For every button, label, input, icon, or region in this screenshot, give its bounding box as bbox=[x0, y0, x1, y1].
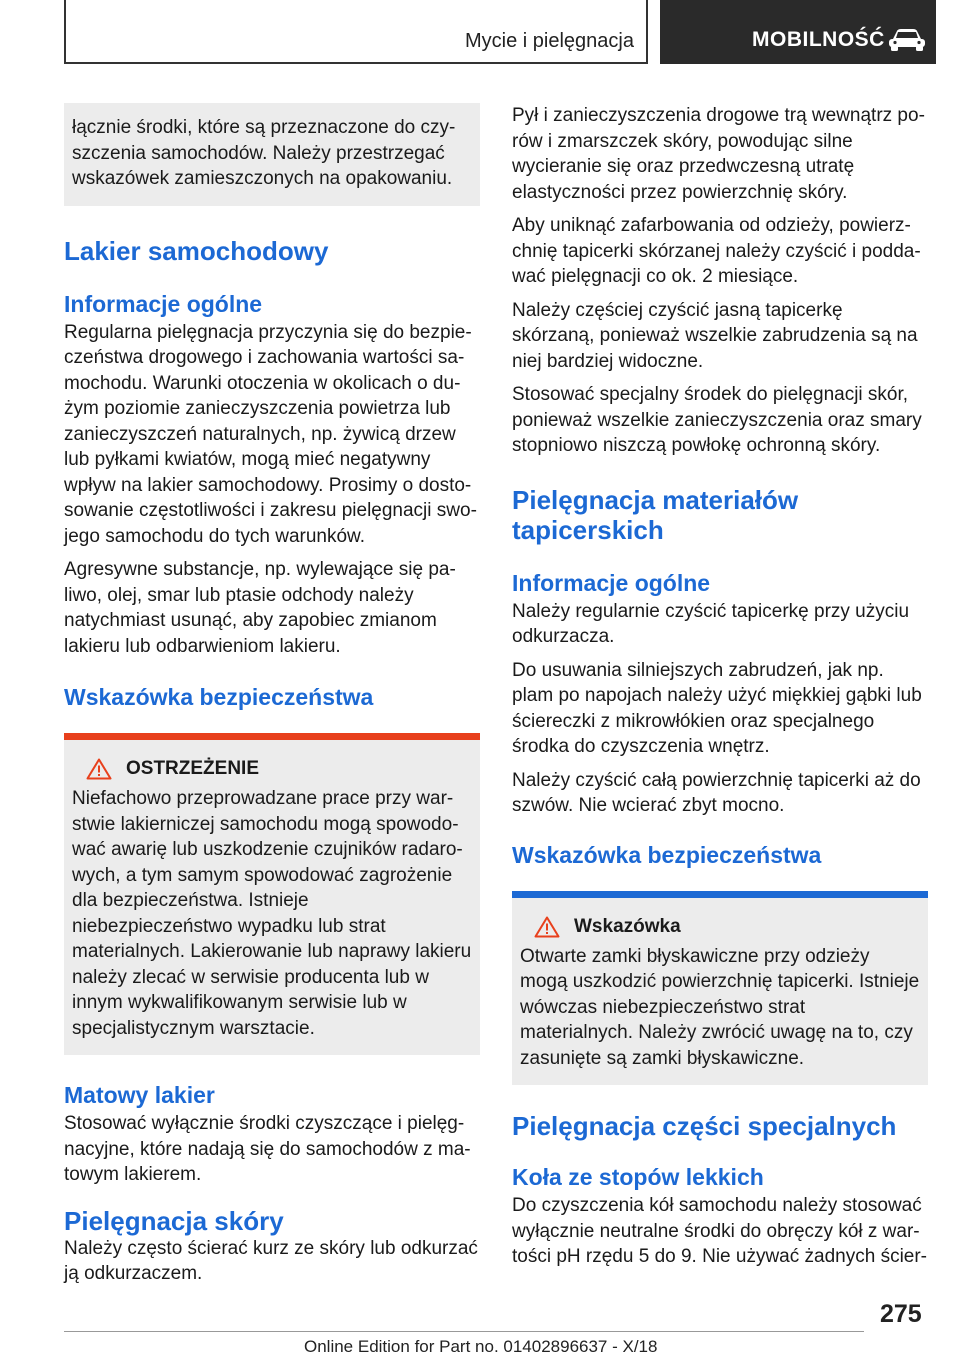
caution-box bbox=[512, 891, 928, 1086]
heading-alloy-wheels: Koła ze stopów lekkich bbox=[512, 1164, 764, 1190]
chapter-title: Mycie i pielęgnacja bbox=[465, 30, 634, 52]
heading-leather-care: Pielęgnacja skóry bbox=[64, 1205, 284, 1236]
paragraph: Należy często ścierać kurz ze skóry lub odkurzać ją odkurzaczem. bbox=[64, 1237, 478, 1284]
caution-text: Otwarte zamki błyskawiczne przy odzieży mogą uszkodzić powierzchnię tapicerki. Istnieje wówczas niebezpieczeństwo strat materialnych. Należy zwrócić uwagę na to, czy zasunięte są zamki błyskawiczne. bbox=[520, 945, 920, 1069]
warning-box bbox=[64, 733, 480, 1055]
section-tab bbox=[660, 0, 936, 64]
heading-car-paint: Lakier samochodowy bbox=[64, 235, 329, 266]
paragraph: Należy częściej czyścić jasną tapicerkę skórzaną, ponieważ wszelkie zabrudzenia są na niej bardziej widoczne. bbox=[512, 299, 918, 372]
caution-bar bbox=[512, 891, 928, 898]
heading-safety-note: Wskazówka bezpieczeństwa bbox=[512, 841, 822, 868]
footer-divider bbox=[64, 1331, 864, 1332]
warning-text: Niefachowo przeprowadzane prace przy warstwie lakierniczej samochodu mogą spowodować awarię lub uszkodzenie czujników radarowych, a tym samym spowodować zagrożenie dla bezpieczeństwa. Istnieje niebezpieczeństwo wypadku lub strat materialnych. Lakierowanie lub naprawy lakieru należy zlecać w serwisie producenta lub w innym wykwalifikowanym serwisie lub w specjalistycznym warsztacie. bbox=[72, 788, 472, 1039]
warning-triangle-icon bbox=[534, 916, 560, 938]
paragraph: Należy regularnie czyścić tapicerkę przy użyciu odkurzacza. bbox=[512, 600, 910, 647]
warning-bar bbox=[64, 733, 480, 740]
paragraph: Do czyszczenia kół samochodu należy stosować wyłącznie neutralne środki do obręczy kół z wartości pH rzędu 5 do 9. Nie używać żadnych ścier- bbox=[512, 1195, 928, 1267]
page-number: 275 bbox=[880, 1300, 922, 1328]
paragraph: Regularna pielęgnacja przyczynia się do bezpieczeństwa drogowego i zachowania wartości samochodu. Warunki otoczenia w okolicach o dużym poziomie zanieczyszczenia powietrza lub zanieczyszczeń naturalnych, np. żywicą drzew lub pyłkami kwiatów, mogą mieć negatywny wpływ na lakier samochodowy. Prosimy o dostosowanie częstotliwości i zakresu pielęgnacji swojego samochodu do tych warunków. bbox=[64, 321, 477, 547]
heading-matte-paint: Matowy lakier bbox=[64, 1082, 215, 1108]
heading-general-info: Informacje ogólne bbox=[64, 290, 263, 317]
intro-note-box bbox=[64, 103, 480, 206]
section-label: MOBILNOŚĆ bbox=[752, 28, 885, 51]
warning-triangle-icon bbox=[86, 758, 112, 780]
right-column bbox=[512, 103, 928, 1278]
heading-upholstery-care: Pielęgnacja materiałów tapicerskich bbox=[512, 484, 799, 545]
paragraph: Do usuwania silniejszych zabrudzeń, jak np. plam po napojach należy użyć miękkiej gąbki lub ściereczki z mikrowłókien oraz specjalnego środka do czyszczenia wnętrz. bbox=[512, 659, 922, 757]
paragraph: Pył i zanieczyszczenia drogowe trą wewnątrz porów i zmarszczek skóry, powodując silne wycieranie się oraz przedwczesną utratę elastyczności przez powierzchnię skóry. bbox=[512, 105, 925, 203]
paragraph: Stosować wyłącznie środki czyszczące i pielęgnacyjne, które nadają się do samochodów z matowym lakierem. bbox=[64, 1113, 471, 1185]
left-column bbox=[64, 103, 480, 1295]
header-title-box bbox=[64, 0, 648, 64]
heading-special-parts-care: Pielęgnacja części specjalnych bbox=[512, 1111, 897, 1141]
car-icon bbox=[888, 28, 926, 52]
paragraph: Stosować specjalny środek do pielęgnacji skór, ponieważ wszelkie zanieczyszczenia oraz smary stopniowo niszczą powłokę ochronną skóry. bbox=[512, 384, 922, 456]
caution-title: Wskazówka bbox=[574, 915, 681, 937]
intro-note-text: łącznie środki, które są przeznaczone do czyszczenia samochodów. Należy przestrzegać wskazówek zamieszczonych na opakowaniu. bbox=[72, 117, 456, 189]
heading-safety-note: Wskazówka bezpieczeństwa bbox=[64, 684, 374, 710]
paragraph: Aby uniknąć zafarbowania od odzieży, powierzchnię tapicerki skórzanej należy czyścić i poddawać pielęgnacji co ok. 2 miesiące. bbox=[512, 215, 921, 287]
paragraph: Należy czyścić całą powierzchnię tapicerki aż do szwów. Nie wcierać zbyt mocno. bbox=[512, 769, 921, 816]
paragraph: Agresywne substancje, np. wylewające się paliwo, olej, smar lub ptasie odchody należy natychmiast usunąć, aby zapobiec zmianom lakieru lub odbarwieniom lakieru. bbox=[64, 559, 456, 657]
warning-title: OSTRZEŻENIE bbox=[126, 758, 260, 779]
heading-general-info: Informacje ogólne bbox=[512, 569, 711, 596]
footer-edition: Online Edition for Part no. 01402896637 - X/18 bbox=[304, 1337, 658, 1356]
